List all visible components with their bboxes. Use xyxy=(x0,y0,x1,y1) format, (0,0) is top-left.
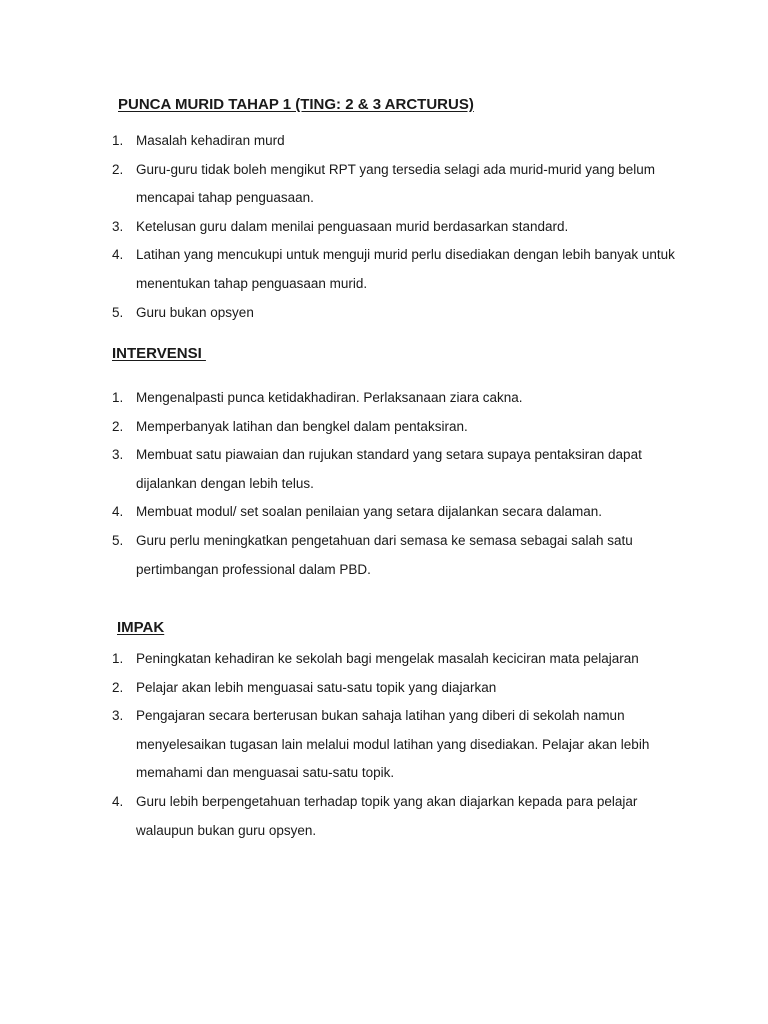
list-item xyxy=(112,213,692,242)
list-text: Pengajaran secara berterusan bukan sahaja latihan yang diberi di sekolah namun menyelesaikan tugasan lain melalui modul latihan yang disediakan. Pelajar akan lebih memahami dan menguasai satu-satu topik. xyxy=(136,708,650,781)
list-number: 2. xyxy=(112,679,124,695)
list-text: Masalah kehadiran murd xyxy=(136,133,285,148)
list-number: 4. xyxy=(112,793,124,809)
list-number: 4. xyxy=(112,504,124,520)
list-item xyxy=(112,156,692,213)
list-text: Membuat modul/ set soalan penilaian yang setara dijalankan secara dalaman. xyxy=(136,504,603,520)
list-item xyxy=(112,788,692,845)
list-item xyxy=(112,645,692,674)
list-text: Ketelusan guru dalam menilai penguasaan murid berdasarkan standard. xyxy=(136,218,569,234)
list-item xyxy=(112,527,692,584)
list-text: Guru perlu meningkatkan pengetahuan dari semasa ke semasa sebagai salah satu pertimbangan professional dalam PBD. xyxy=(136,532,633,577)
list-intervensi xyxy=(112,384,692,584)
list-number: 2. xyxy=(112,418,124,434)
list-number: 1. xyxy=(112,133,124,148)
heading-punca-murid: PUNCA MURID TAHAP 1 (TING: 2 & 3 ARCTURUS) xyxy=(118,96,474,113)
list-number: 1. xyxy=(112,651,124,666)
list-number: 4. xyxy=(112,247,124,263)
list-text: Guru-guru tidak boleh mengikut RPT yang tersedia selagi ada murid-murid yang belum mencapai tahap penguasaan. xyxy=(136,161,656,206)
list-number: 5. xyxy=(112,304,124,320)
list-text: Guru bukan opsyen xyxy=(136,304,254,320)
list-item xyxy=(112,674,692,703)
list-item xyxy=(112,299,692,328)
list-text: Guru lebih berpengetahuan terhadap topik yang akan diajarkan kepada para pelajar walaupun bukan guru opsyen. xyxy=(136,793,638,838)
heading-intervensi: INTERVENSI xyxy=(112,345,206,362)
list-text: Memperbanyak latihan dan bengkel dalam pentaksiran. xyxy=(136,418,468,434)
list-number: 3. xyxy=(112,218,124,234)
list-text: Latihan yang mencukupi untuk menguji murid perlu disediakan dengan lebih banyak untuk menentukan tahap penguasaan murid. xyxy=(136,247,675,291)
list-item xyxy=(112,413,692,442)
list-item xyxy=(112,241,692,298)
list-item xyxy=(112,702,692,788)
list-number: 2. xyxy=(112,161,124,177)
list-text: Peningkatan kehadiran ke sekolah bagi mengelak masalah keciciran mata pelajaran xyxy=(136,651,639,666)
list-item xyxy=(112,498,692,527)
list-number: 1. xyxy=(112,390,124,405)
list-text: Pelajar akan lebih menguasai satu-satu topik yang diajarkan xyxy=(136,679,497,695)
list-text: Mengenalpasti punca ketidakhadiran. Perlaksanaan ziara cakna. xyxy=(136,390,523,405)
list-item xyxy=(112,441,692,498)
list-item xyxy=(112,384,692,413)
list-text: Membuat satu piawaian dan rujukan standard yang setara supaya pentaksiran dapat dijalankan dengan lebih telus. xyxy=(136,447,642,491)
list-number: 3. xyxy=(112,708,124,724)
heading-impak: IMPAK xyxy=(117,619,165,636)
list-number: 5. xyxy=(112,532,124,548)
list-punca-murid xyxy=(112,127,692,327)
list-number: 3. xyxy=(112,447,124,463)
list-item xyxy=(112,127,692,156)
list-impak xyxy=(112,645,692,845)
